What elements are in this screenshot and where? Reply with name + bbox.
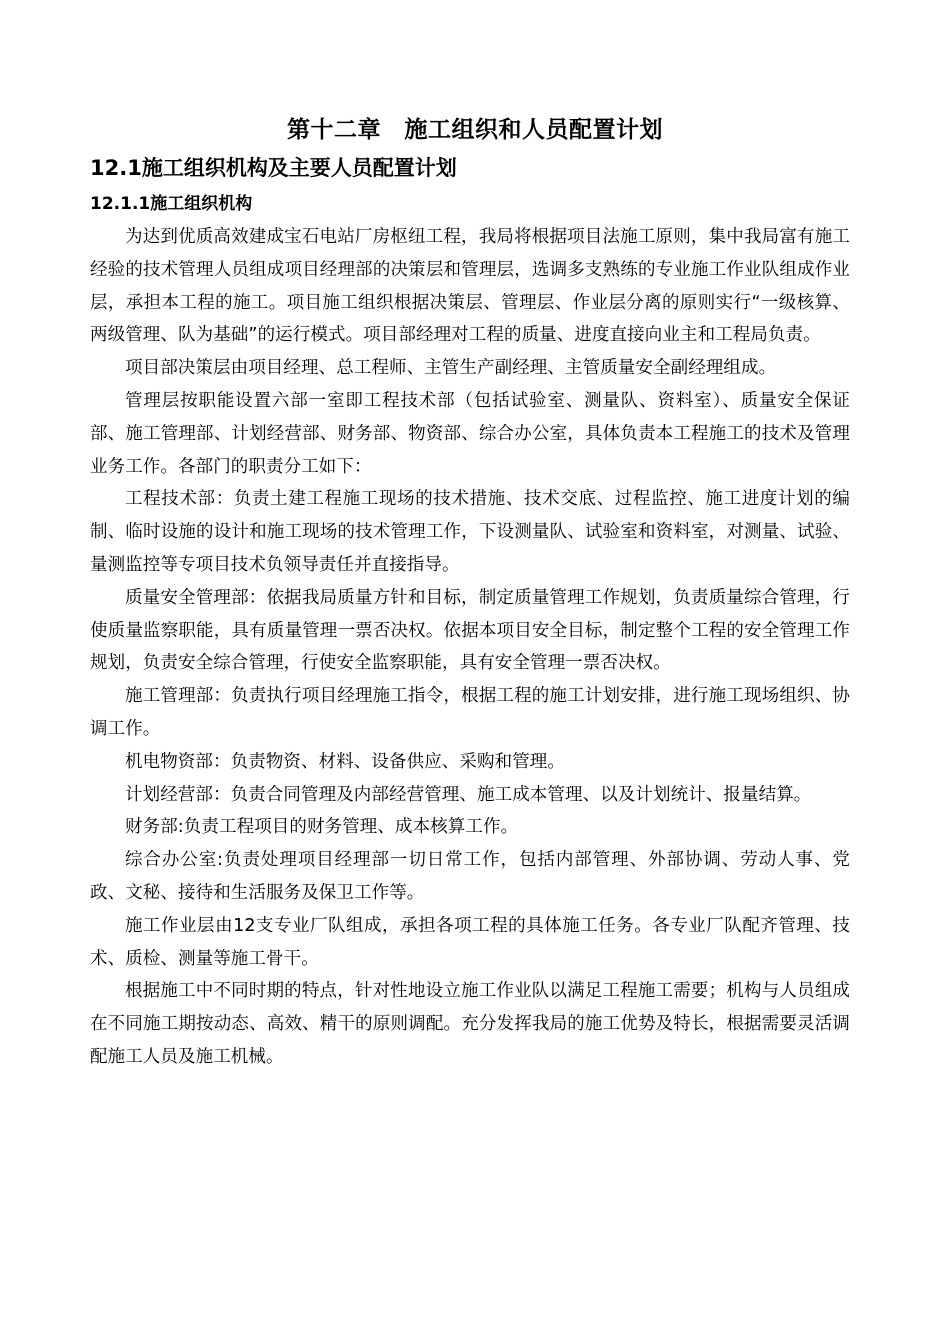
paragraph: 工程技术部：负责土建工程施工现场的技术措施、技术交底、过程监控、施工进度计划的编制、临时设施的设计和施工现场的技术管理工作，下设测量队、试验室和资料室，对测量、试验、量测监控等专项目技术负领导责任并直接指导。 bbox=[90, 489, 850, 575]
paragraph: 财务部:负责工程项目的财务管理、成本核算工作。 bbox=[125, 817, 519, 838]
paragraph: 根据施工中不同时期的特点，针对性地设立施工作业队以满足工程施工需要；机构与人员组成在不同施工期按动态、高效、精干的原则调配。充分发挥我局的施工优势及特长，根据需要灵活调配施工人员及施工机械。 bbox=[90, 981, 850, 1067]
paragraph: 为达到优质高效建成宝石电站厂房枢纽工程，我局将根据项目法施工原则，集中我局富有施工经验的技术管理人员组成项目经理部的决策层和管理层，选调多支熟练的专业施工作业队组成作业层，承担本工程的施工。项目施工组织根据决策层、管理层、作业层分离的原则实行“一级核算、两级管理、队为基础”的运行模式。项目部经理对工程的质量、进度直接向业主和工程局负责。 bbox=[90, 227, 850, 346]
chapter-title: 第十二章 施工组织和人员配置计划 bbox=[287, 117, 663, 143]
paragraph: 项目部决策层由项目经理、总工程师、主管生产副经理、主管质量安全副经理组成。 bbox=[125, 358, 777, 379]
subsection-title: 12.1.1施工组织机构 bbox=[90, 194, 253, 214]
paragraph: 质量安全管理部：依据我局质量方针和目标，制定质量管理工作规划，负责质量综合管理，行使质量监察职能，具有质量管理一票否决权。依据本项目安全目标，制定整个工程的安全管理工作规划，负责安全综合管理，行使安全监察职能，具有安全管理一票否决权。 bbox=[90, 587, 850, 674]
paragraph: 机电物资部：负责物资、材料、设备供应、采购和管理。 bbox=[125, 751, 565, 772]
paragraph: 计划经营部：负责合同管理及内部经营管理、施工成本管理、以及计划统计、报量结算。 bbox=[125, 784, 812, 805]
paragraph: 施工作业层由12支专业厂队组成，承担各项工程的具体施工任务。各专业厂队配齐管理、技术、质检、测量等施工骨干。 bbox=[90, 915, 850, 969]
section-title: 12.1施工组织机构及主要人员配置计划 bbox=[90, 156, 457, 180]
paragraph: 综合办公室:负责处理项目经理部一切日常工作，包括内部管理、外部协调、劳动人事、党政、文秘、接待和生活服务及保卫工作等。 bbox=[90, 850, 850, 903]
body-text bbox=[90, 221, 850, 1074]
paragraph: 施工管理部：负责执行项目经理施工指令，根据工程的施工计划安排，进行施工现场组织、协调工作。 bbox=[90, 686, 850, 739]
paragraph: 管理层按职能设置六部一室即工程技术部（包括试验室、测量队、资料室）、质量安全保证部、施工管理部、计划经营部、财务部、物资部、综合办公室，具体负责本工程施工的技术及管理业务工作。各部门的职责分工如下： bbox=[90, 390, 850, 477]
